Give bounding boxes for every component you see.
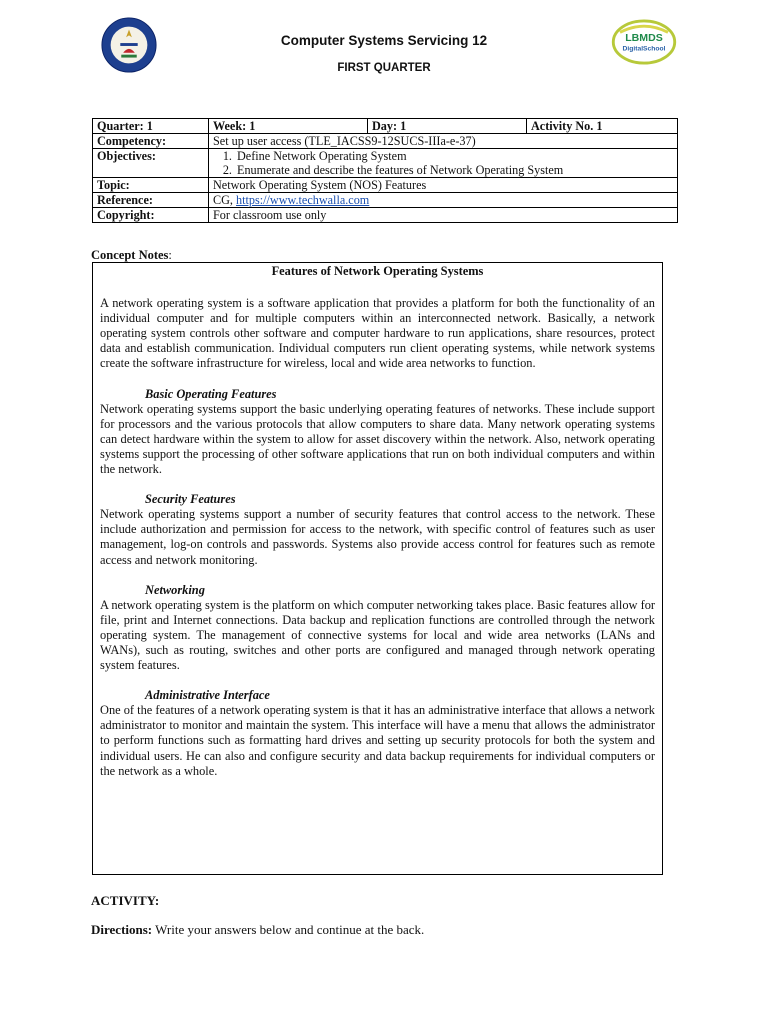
- table-row: [93, 134, 678, 149]
- section-body-admin: One of the features of a network operating system is that it has an administrative interface that allows a network administrator to monitor and maintain the system. This interface will have a menu that allows the administrator to perform functions such as formatting hard drives and setting up security protocols for both the system and individual users. He can also and configure security and data backup requirements for individual computers or the network as a whole.: [100, 703, 655, 778]
- activity-number-cell: Activity No. 1: [527, 119, 678, 134]
- logo-subtext: DigitalSchool: [622, 45, 666, 53]
- objectives-list: [213, 149, 673, 177]
- section-body-networking: A network operating system is the platform on which computer networking takes place. Basic features allow for file, print and Internet connections. Data backup and replication functions are controlled through the network operating system. The management of connective systems for local and wide area networks (LANs and WANs), such as routing, switches and other ports are configured and managed through network operating system features.: [100, 597, 656, 673]
- page-title: Computer Systems Servicing 12: [280, 33, 488, 48]
- section-heading-basic: Basic Operating Features: [145, 386, 277, 401]
- section-heading-networking: Networking: [145, 582, 205, 597]
- competency-value: Set up user access (TLE_IACSS9-12SUCS-IIIa-e-37): [209, 134, 678, 149]
- page-header: [0, 0, 768, 100]
- section-heading-admin: Administrative Interface: [145, 688, 270, 703]
- copyright-value: For classroom use only: [209, 208, 678, 223]
- topic-value: Network Operating System (NOS) Features: [209, 178, 678, 193]
- section-body-basic: Network operating systems support the basic underlying operating features of networks. These include support for processors and the various protocols that allow computers to share data. Many network operating systems can detect hardware within the system to allow for asset discovery within the network. Also, network operating systems support the processing of other software applications that run on both individual computers and within the network.: [100, 401, 655, 477]
- copyright-label: Copyright:: [93, 208, 209, 223]
- table-row: [93, 149, 678, 178]
- page-subtitle: FIRST QUARTER: [337, 62, 431, 74]
- objective-item: 2. Enumerate and describe the features of Network Operating System: [235, 163, 673, 177]
- concept-notes-label: Concept Notes:: [91, 248, 172, 262]
- day-cell: Day: 1: [368, 119, 527, 134]
- week-cell: Week: 1: [209, 119, 368, 134]
- table-row: [93, 178, 678, 193]
- directions-label: Directions:: [91, 922, 153, 937]
- table-row: [93, 193, 678, 208]
- concept-title: Features of Network Operating Systems: [271, 264, 484, 278]
- reference-label: Reference:: [93, 193, 209, 208]
- directions-text: Write your answers below and continue at the back.: [152, 922, 425, 937]
- quarter-cell: Quarter: 1: [93, 119, 209, 134]
- info-table: [92, 118, 678, 223]
- reference-value: [209, 193, 678, 208]
- section-heading-security: Security Features: [145, 492, 236, 507]
- table-row: [93, 208, 678, 223]
- logo-text: LBMDS: [625, 32, 663, 45]
- intro-paragraph: A network operating system is a software application that provides a platform for both the functionality of an individual computer and for multiple computers within an interconnected network. Basically, a network operating system controls other software and computer hardware to run applications, share resources, protect data and establish communication. Individual computers run client operating systems, while network systems create the software infrastructure for wireless, local and wide area networks to function.: [100, 296, 655, 371]
- reference-prefix: CG,: [213, 193, 237, 207]
- competency-label: Competency:: [93, 134, 209, 149]
- section-body-security: Network operating systems support a number of security features that control access to the network. These include authorization and permission for access to the network, with specific control of features such as user management, log-on controls and passwords. Systems also provide access control for features such as remote access and network monitoring.: [100, 507, 655, 567]
- reference-link[interactable]: https://www.techwalla.com: [236, 193, 370, 207]
- directions-line: [91, 922, 424, 938]
- topic-label: Topic:: [93, 178, 209, 193]
- table-row: [93, 119, 678, 134]
- concept-notes-box: [92, 262, 663, 875]
- objective-item: 1. Define Network Operating System: [235, 149, 673, 163]
- activity-heading: ACTIVITY:: [91, 893, 160, 908]
- objectives-label: Objectives:: [93, 149, 209, 178]
- objectives-value: [209, 149, 678, 178]
